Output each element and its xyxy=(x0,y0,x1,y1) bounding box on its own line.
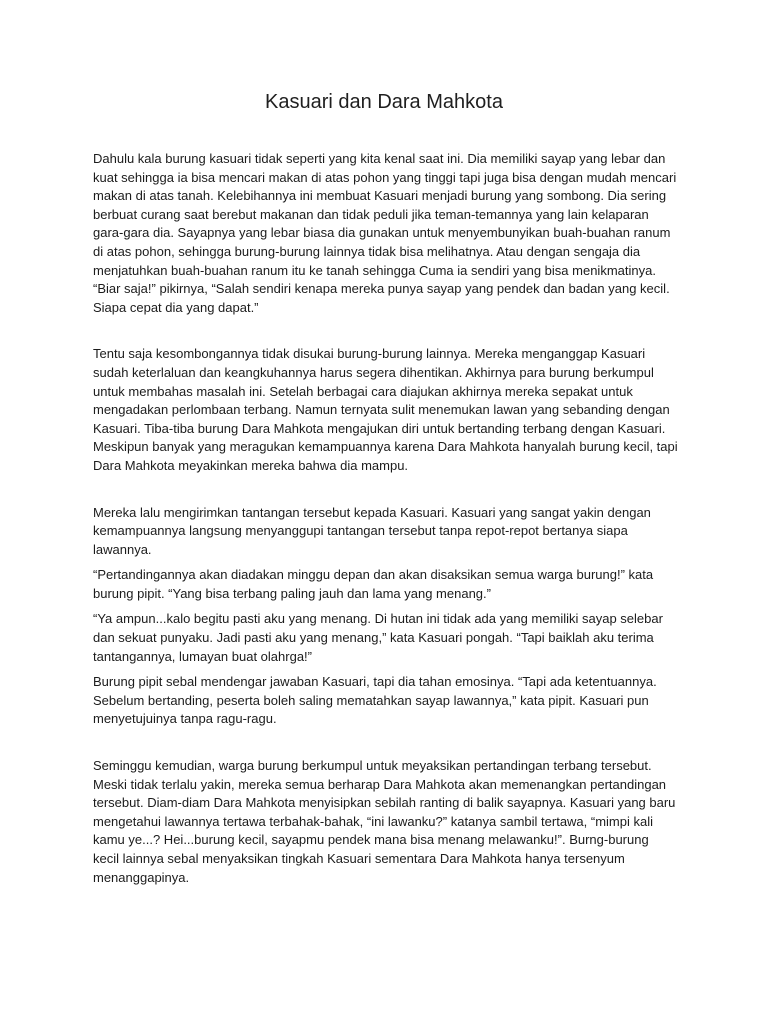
paragraph-4: “Pertandingannya akan diadakan minggu depan dan akan disaksikan semua warga burung!” kata burung pipit. “Yang bisa terbang paling jauh dan lama yang menang.” xyxy=(93,567,654,601)
paragraph-spacer xyxy=(93,603,678,610)
document-title: Kasuari dan Dara Mahkota xyxy=(265,91,503,113)
document-body xyxy=(93,150,678,887)
paragraph-7: Seminggu kemudian, warga burung berkumpul untuk meyaksikan pertandingan terbang tersebut. Meski tidak terlalu yakin, mereka semua berharap Dara Mahkota akan memenangkan pertandingan tersebut. Diam-diam Dara Mahkota menyisipkan sebilah ranting di balik sayapnya. Kasuari yang baru mengetahui lawannya tertawa terbahak-bahak, “ini lawanku?” katanya sambil tertawa, “mimpi kali kamu ye...? Hei...burung kecil, sayapmu pendek mana bisa menang melawanku!”. Burng-burung kecil lainnya sebal menyaksikan tingkah Kasuari sementara Dara Mahkota hanya tersenyum menanggapinya. xyxy=(93,758,676,885)
paragraph-3: Mereka lalu mengirimkan tantangan tersebut kepada Kasuari. Kasuari yang sangat yakin dengan kemampuannya langsung menyanggupi tantangan tersebut tanpa repot-repot bertanya siapa lawannya. xyxy=(93,504,651,557)
paragraph-5: “Ya ampun...kalo begitu pasti aku yang menang. Di hutan ini tidak ada yang memiliki sayap selebar dan sekuat punyaku. Jadi pasti aku yang menang,” kata Kasuari pongah. “Tapi baiklah aku terima tantangannya, lumayan buat olahrga!” xyxy=(93,611,663,664)
paragraph-spacer xyxy=(93,476,678,504)
paragraph-1: Dahulu kala burung kasuari tidak seperti yang kita kenal saat ini. Dia memiliki sayap yang lebar dan kuat sehingga ia bisa mencari makan di atas pohon yang tinggi tapi juga bisa dengan mudah mencari makan di atas tanah. Kelebihannya ini membuat Kasuari menjadi burung yang sombong. Dia sering berbuat curang saat berebut makanan dan tidak peduli jika teman-temannya yang lain kelaparan gara-gara dia. Sayapnya yang lebar biasa dia gunakan untuk menyembunyikan buah-buahan ranum di atas pohon, sehingga burung-burung lainnya tidak bisa melihatnya. Atau dengan sengaja dia menjatuhkan buah-buahan ranum itu ke tanah sehingga Cuma ia sendiri yang bisa menikmatinya. “Biar saja!” pikirnya, “Salah sendiri kenapa mereka punya sayap yang pendek dan badan yang kecil. Siapa cepat dia yang dapat.” xyxy=(93,151,677,315)
paragraph-spacer xyxy=(93,559,678,566)
paragraph-spacer xyxy=(93,666,678,673)
paragraph-2: Tentu saja kesombongannya tidak disukai burung-burung lainnya. Mereka menganggap Kasuari sudah keterlaluan dan keangkuhannya harus segera dihentikan. Akhirnya para burung berkumpul untuk membahas masalah ini. Setelah berbagai cara diajukan akhirnya mereka sepakat untuk mengadakan perlombaan terbang. Namun ternyata sulit menemukan lawan yang sebanding dengan Kasuari. Tiba-tiba burung Dara Mahkota mengajukan diri untuk bertanding terbang dengan Kasuari. Meskipun banyak yang meragukan kemampuannya karena Dara Mahkota hanyalah burung kecil, tapi Dara Mahkota meyakinkan mereka bahwa dia mampu. xyxy=(93,346,678,473)
paragraph-spacer xyxy=(93,317,678,345)
paragraph-spacer xyxy=(93,729,678,757)
paragraph-6: Burung pipit sebal mendengar jawaban Kasuari, tapi dia tahan emosinya. “Tapi ada ketentuannya. Sebelum bertanding, peserta boleh saling mematahkan sayap lawannya,” kata pipit. Kasuari pun menyetujuinya tanpa ragu-ragu. xyxy=(93,674,657,727)
